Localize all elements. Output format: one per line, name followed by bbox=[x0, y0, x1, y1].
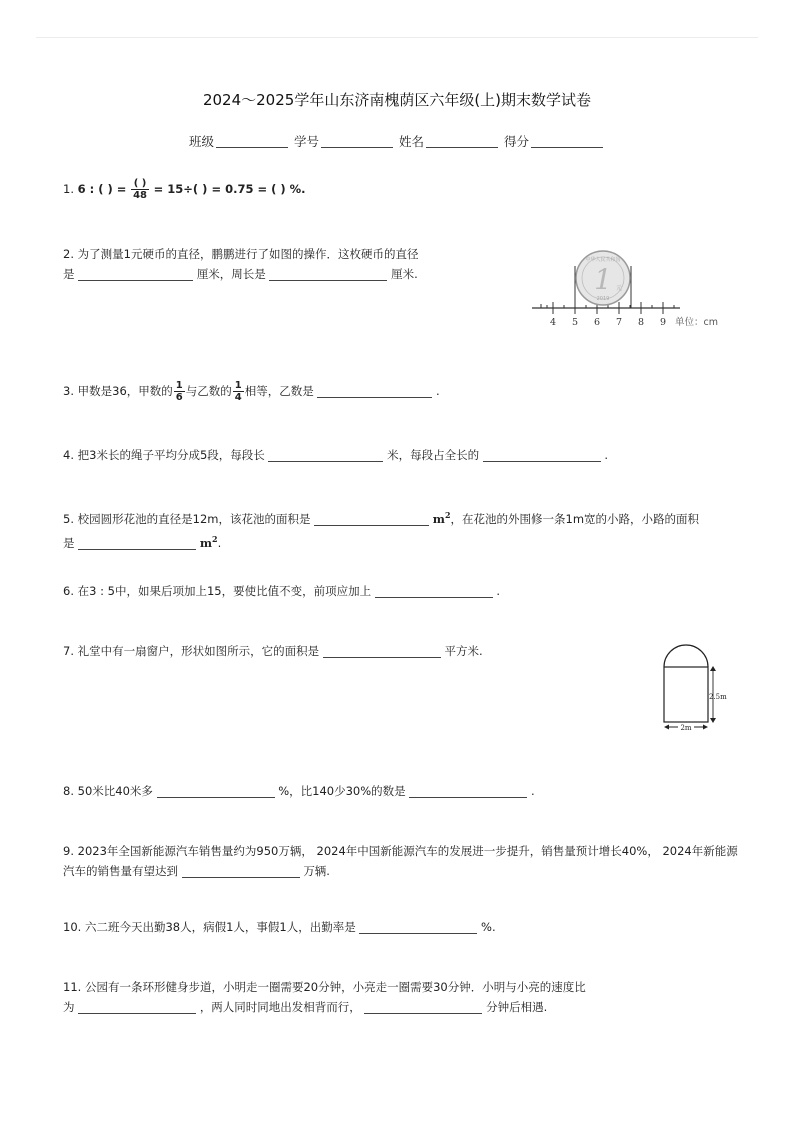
pond-area-blank[interactable] bbox=[314, 512, 429, 526]
question-3-text-a: 3. 甲数是36，甲数的 bbox=[63, 384, 173, 398]
answer-blank[interactable] bbox=[375, 584, 493, 598]
question-8-text-b: %，比140少30%的数是 bbox=[278, 784, 406, 798]
speed-ratio-blank[interactable] bbox=[78, 1000, 196, 1014]
unit-m: m bbox=[199, 535, 212, 550]
window-rectangle bbox=[664, 667, 708, 722]
fraction-numerator: ( ) bbox=[131, 178, 149, 190]
number-label: 学号 bbox=[293, 134, 319, 149]
tick-label-7: 7 bbox=[615, 317, 623, 328]
coin-digit: 1 bbox=[594, 263, 612, 296]
fraction-one-fourth bbox=[233, 380, 244, 403]
question-1 bbox=[63, 178, 306, 201]
question-1-tail: = 15÷( ) = 0.75 = ( ) %. bbox=[153, 182, 306, 196]
question-2 bbox=[63, 244, 418, 284]
question-9-end: 万辆. bbox=[303, 864, 330, 878]
question-6-text-a: 6. 在3 : 5中，如果后项加上15，要使比值不变，前项应加上 bbox=[63, 584, 372, 598]
question-8-text-a: 8. 50米比40米多 bbox=[63, 784, 153, 798]
question-7-end: 平方米. bbox=[444, 644, 483, 658]
meeting-time-blank[interactable] bbox=[364, 1000, 482, 1014]
coin-year: 2019 bbox=[596, 296, 610, 302]
question-10-end: %. bbox=[481, 920, 496, 934]
question-2-line1: 2. 为了测量1元硬币的直径，鹏鹏进行了如图的操作．这枚硬币的直径 bbox=[63, 247, 419, 261]
attendance-rate-blank[interactable] bbox=[359, 920, 477, 934]
question-9-text-a: 汽车的销售量有望达到 bbox=[63, 864, 178, 878]
question-5-text-a: 5. 校园圆形花池的直径是12m，该花池的面积是 bbox=[63, 511, 311, 526]
question-11-text-b: ，两人同时同地出发相背而行， bbox=[199, 1000, 361, 1014]
unit-m2: $m^2$ bbox=[199, 533, 218, 550]
circumference-blank[interactable] bbox=[269, 267, 387, 281]
sales-blank[interactable] bbox=[182, 864, 300, 878]
window-area-blank[interactable] bbox=[323, 644, 441, 658]
arrow-up-icon bbox=[710, 666, 716, 671]
path-area-blank[interactable] bbox=[78, 536, 196, 550]
number-blank[interactable] bbox=[409, 784, 527, 798]
fraction-denominator: 4 bbox=[234, 392, 242, 403]
width-label: 2m bbox=[680, 724, 692, 732]
question-11-text-a: 为 bbox=[63, 1000, 75, 1014]
question-10-text-a: 10. 六二班今天出勤38人，病假1人，事假1人，出勤率是 bbox=[63, 920, 356, 934]
question-3-text-c: 相等，乙数是 bbox=[244, 384, 314, 398]
tick-label-9: 9 bbox=[659, 317, 667, 328]
class-blank[interactable] bbox=[216, 135, 288, 148]
arrow-left-icon bbox=[664, 725, 669, 730]
arrow-down-icon bbox=[710, 718, 716, 723]
score-blank[interactable] bbox=[531, 135, 603, 148]
unit-m2: $m^2$ bbox=[432, 510, 451, 526]
fraction-numerator: 1 bbox=[175, 380, 183, 391]
score-label: 得分 bbox=[503, 134, 529, 149]
segment-length-blank[interactable] bbox=[268, 448, 383, 462]
question-5-end: . bbox=[217, 535, 222, 550]
question-1-lead: 6 : ( ) = bbox=[77, 182, 127, 196]
semicircle-top bbox=[664, 645, 708, 667]
fraction-denominator: 48 bbox=[133, 190, 147, 201]
tick-label-6: 6 bbox=[593, 317, 601, 328]
question-9-line2 bbox=[63, 861, 738, 881]
unit-label: 单位：cm bbox=[675, 317, 718, 328]
question-1-fraction bbox=[131, 178, 149, 201]
question-4-text-a: 4. 把3米长的绳子平均分成5段，每段长 bbox=[63, 448, 265, 462]
number-blank[interactable] bbox=[321, 135, 393, 148]
question-7 bbox=[63, 641, 483, 661]
segment-fraction-blank[interactable] bbox=[483, 448, 601, 462]
diameter-blank[interactable] bbox=[78, 267, 193, 281]
tick-label-4: 4 bbox=[549, 317, 557, 328]
answer-blank[interactable] bbox=[317, 384, 432, 398]
question-4 bbox=[63, 445, 608, 465]
question-6-end: . bbox=[496, 584, 501, 598]
question-5-line2 bbox=[63, 529, 699, 553]
question-8 bbox=[63, 781, 535, 801]
question-5-text-d: 是 bbox=[63, 535, 75, 550]
question-6 bbox=[63, 581, 500, 601]
arrow-right-icon bbox=[703, 725, 708, 730]
coin-unit-text: 元 bbox=[615, 285, 623, 292]
question-5-line1 bbox=[63, 505, 699, 529]
question-11-line2 bbox=[63, 997, 586, 1017]
question-5-text-c: ，在花池的外围修一条1m宽的小路，小路的面积 bbox=[450, 511, 700, 526]
class-label: 班级 bbox=[188, 134, 214, 149]
question-10 bbox=[63, 917, 496, 937]
question-11 bbox=[63, 977, 586, 1017]
tick-label-5: 5 bbox=[571, 317, 579, 328]
coin-ruler-figure bbox=[528, 244, 734, 336]
tick-label-8: 8 bbox=[637, 317, 645, 328]
percent-more-blank[interactable] bbox=[157, 784, 275, 798]
student-info-row bbox=[0, 132, 794, 150]
question-3 bbox=[63, 380, 440, 403]
question-9 bbox=[63, 841, 738, 881]
question-4-end: . bbox=[604, 448, 609, 462]
window-figure bbox=[656, 640, 736, 736]
question-11-end: 分钟后相遇. bbox=[486, 1000, 548, 1014]
question-7-text-a: 7. 礼堂中有一扇窗户，形状如图所示，它的面积是 bbox=[63, 644, 320, 658]
fraction-numerator: 1 bbox=[234, 380, 242, 391]
question-3-end: . bbox=[436, 384, 440, 398]
question-9-line1: 9. 2023年全国新能源汽车销售量约为950万辆， 2024年中国新能源汽车的发展进一步提升，销售量预计增长40%， 2024年新能源 bbox=[63, 844, 738, 858]
height-label: 2.5m bbox=[709, 693, 727, 701]
exam-title: 2024～2025学年山东济南槐荫区六年级(上)期末数学试卷 bbox=[202, 91, 592, 109]
question-1-number: 1. bbox=[63, 182, 74, 196]
question-2-text-a: 是 bbox=[63, 267, 75, 281]
question-5 bbox=[63, 505, 699, 553]
coin-top-text: 中华人民共和国 bbox=[585, 257, 621, 263]
question-2-text-b: 厘米，周长是 bbox=[196, 267, 266, 281]
fraction-denominator: 6 bbox=[175, 392, 183, 403]
unit-m: m bbox=[432, 511, 445, 526]
question-2-line2 bbox=[63, 264, 418, 284]
question-11-line1: 11. 公园有一条环形健身步道，小明走一圈需要20分钟，小亮走一圈需要30分钟．小明与小亮的速度比 bbox=[63, 980, 586, 994]
question-8-end: . bbox=[530, 784, 535, 798]
question-4-text-b: 米，每段占全长的 bbox=[387, 448, 480, 462]
question-2-text-c: 厘米. bbox=[391, 267, 418, 281]
name-label: 姓名 bbox=[398, 134, 424, 149]
question-3-text-b: 与乙数的 bbox=[185, 384, 232, 398]
name-blank[interactable] bbox=[426, 135, 498, 148]
fraction-one-sixth bbox=[174, 380, 185, 403]
header-divider bbox=[36, 37, 758, 38]
